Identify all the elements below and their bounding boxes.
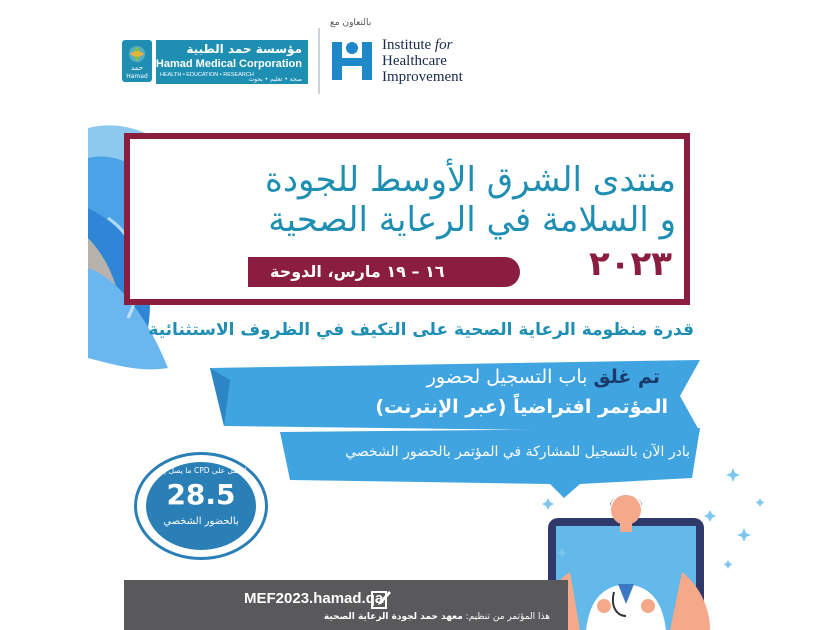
registration-closed-rest: باب التسجيل لحضور: [426, 366, 594, 388]
leaf-icon: [128, 45, 146, 63]
registration-closed-line-2: المؤتمر افتراضياً (عبر الإنترنت): [375, 396, 668, 418]
hmc-icon-label: Hamad: [126, 73, 148, 80]
ihi-name: [382, 37, 463, 85]
subtitle: قدرة منظومة الرعاية الصحية على التكيف في الظروف الاستثنائية: [148, 320, 694, 340]
title-line-1: منتدى الشرق الأوسط للجودة: [265, 160, 676, 200]
cpd-label-top: احصل على CPD ما يصل إلى: [155, 466, 247, 475]
ihi-logo-icon: [330, 38, 374, 82]
registration-closed-bold: تم غلق: [593, 366, 660, 388]
hmc-tagline-ar: صحة • تعليم • بحوث: [248, 76, 302, 83]
organizer-prefix: هذا المؤتمر من تنظيم:: [462, 612, 550, 622]
event-year: ٢٠٢٣: [588, 244, 672, 284]
hmc-name-en: Hamad Medical Corporation: [155, 58, 302, 70]
collab-label: بالتعاون مع: [330, 18, 372, 28]
register-now-text: بادر الآن بالتسجيل للمشاركة في المؤتمر بالحضور الشخصي: [345, 444, 690, 460]
hmc-name-ar: مؤسسة حمد الطبية: [186, 42, 302, 56]
registration-closed-line-1: [427, 366, 660, 388]
cpd-label-bottom: بالحضور الشخصي: [163, 516, 239, 527]
organizer-name: معهد حمد لجودة الرعاية الصحية: [323, 612, 463, 622]
hmc-logo-icon: [122, 40, 152, 82]
hmc-logo-text: [156, 40, 308, 84]
ihi-line3: Improvement: [382, 69, 463, 85]
event-date: ١٦ – ١٩ مارس، الدوحة: [270, 262, 445, 281]
cpd-value: 28.5: [166, 478, 236, 511]
header-divider: [318, 28, 320, 94]
website-link[interactable]: MEF2023.hamad.qa: [244, 590, 384, 607]
hmc-tagline-en: HEALTH • EDUCATION • RESEARCH: [160, 72, 254, 78]
hmc-icon-label-ar: حمد: [130, 64, 144, 72]
ihi-line1: Institute: [382, 37, 435, 53]
organizer-text: [324, 612, 550, 622]
ihi-line1-italic: for: [434, 37, 453, 53]
title-line-2: و السلامة في الرعاية الصحية: [268, 200, 676, 240]
ihi-line2: Healthcare: [382, 53, 447, 69]
